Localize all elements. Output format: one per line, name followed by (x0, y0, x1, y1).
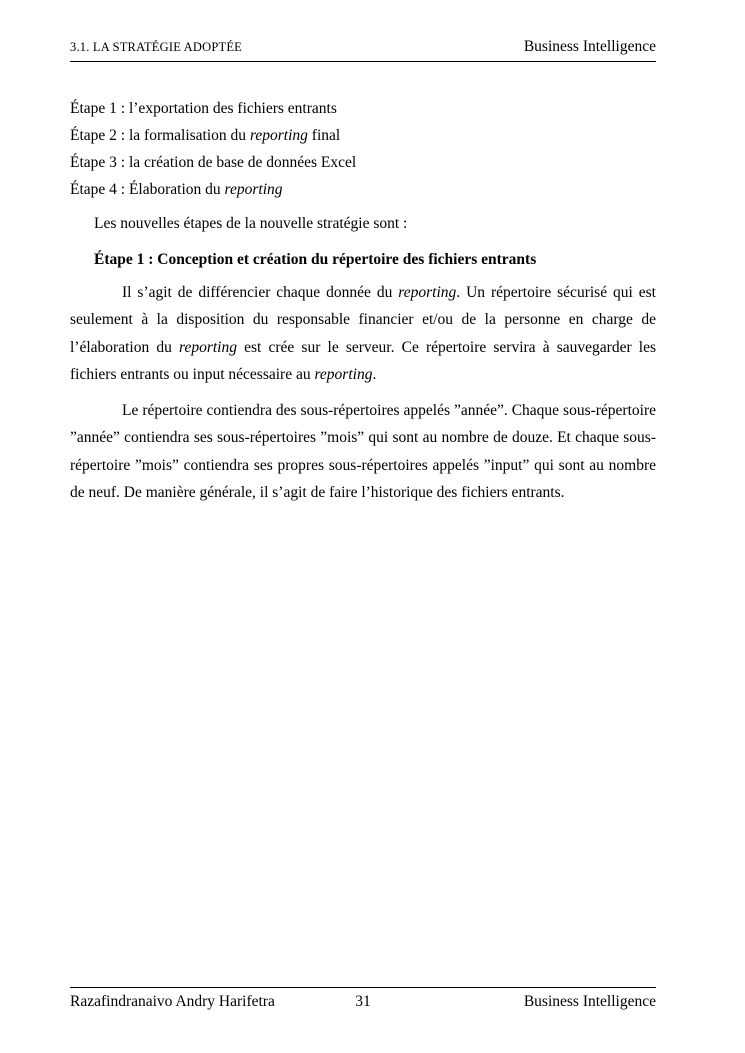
paragraph-2: Le répertoire contiendra des sous-répertoires appelés ”année”. Chaque sous-répertoire ”année” contiendra ses sous-répertoires ”mois” qui sont au nombre de douze. Et chaque sous-répertoire ”mois” contiendra ses propres sous-répertoires appelés ”input” qui sont au nombre de neuf. De manière générale, il s’agit de faire l’historique des fichiers entrants. (70, 402, 656, 502)
step-line-2: Étape 2 : la formalisation du reporting final (70, 127, 341, 144)
footer-rule (70, 987, 656, 988)
page-body (70, 95, 656, 506)
intro-line: Les nouvelles étapes de la nouvelle stratégie sont : (94, 215, 408, 232)
paragraph-1: Il s’agit de différencier chaque donnée du reporting. Un répertoire sécurisé qui est seulement à la disposition du responsable financier et/ou de la personne en charge de l’élaboration du reporting est crée sur le serveur. Ce répertoire servira à sauvegarder les fichiers entrants ou input nécessaire au reporting. (70, 284, 656, 383)
step-line-1: Étape 1 : l’exportation des fichiers entrants (70, 100, 337, 117)
footer-author: Razafindranaivo Andry Harifetra (70, 993, 275, 1010)
page-footer (70, 987, 656, 1011)
footer-row (70, 993, 656, 1011)
page-number: 31 (355, 993, 371, 1010)
header-doc-title: Business Intelligence (523, 38, 656, 55)
footer-doc-title: Business Intelligence (523, 993, 656, 1010)
step-line-4: Étape 4 : Élaboration du reporting (70, 181, 283, 198)
section-heading: Étape 1 : Conception et création du répertoire des fichiers entrants (94, 251, 537, 268)
page-content (70, 0, 656, 506)
header-section-title: 3.1. LA STRATÉGIE ADOPTÉE (70, 40, 243, 54)
step-line-3: Étape 3 : la création de base de données Excel (70, 154, 357, 171)
steps-list (70, 95, 656, 203)
header-rule (70, 61, 656, 62)
page-header (70, 0, 656, 56)
